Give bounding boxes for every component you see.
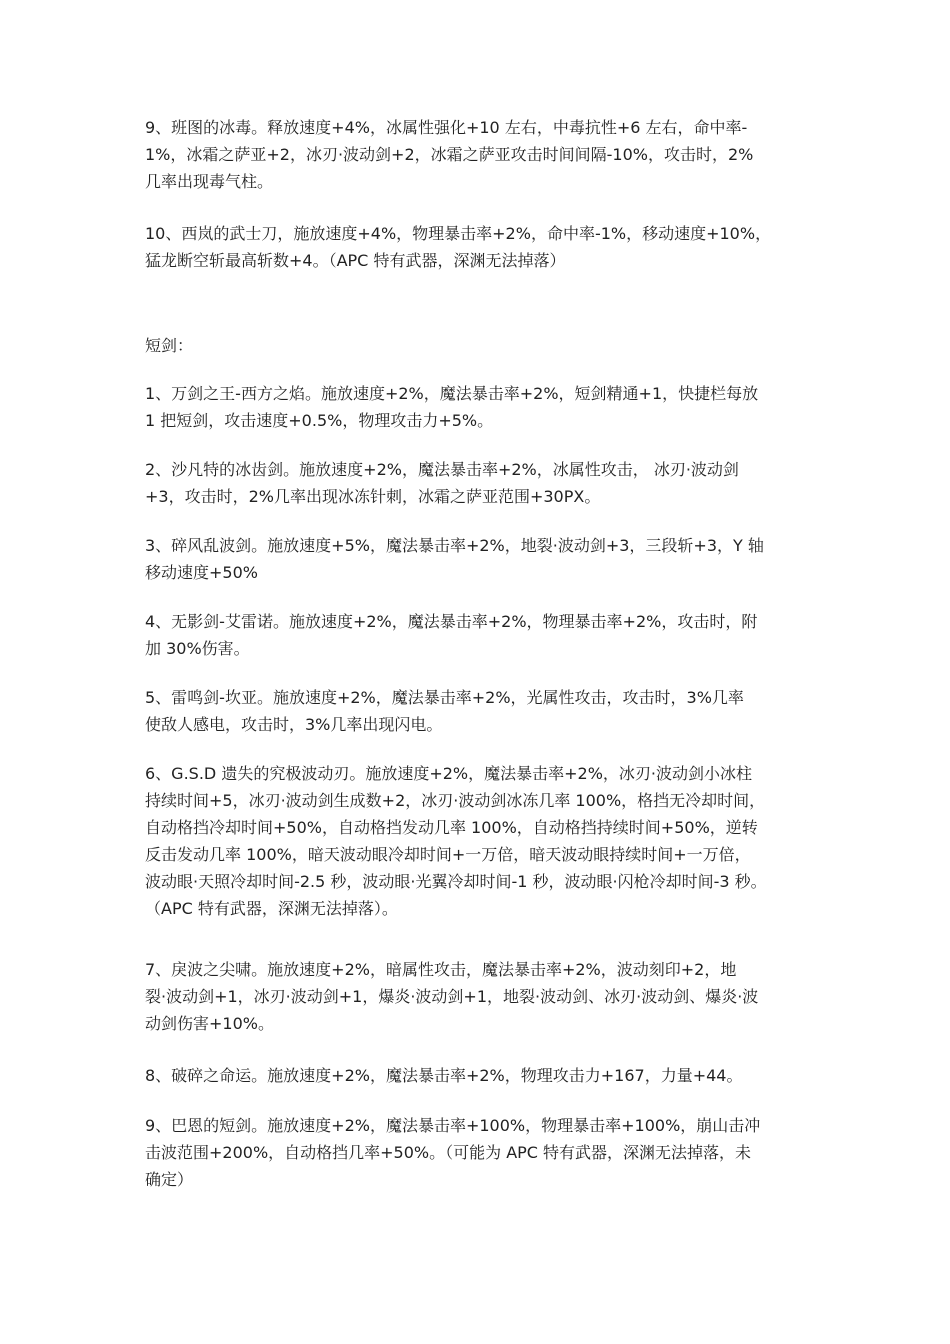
text-line: 1 把短剑，攻击速度+0.5%，物理攻击力+5%。 [145,411,494,430]
text-line: 波动眼·天照冷却时间-2.5 秒，波动眼·光翼冷却时间-1 秒，波动眼·闪枪冷却时间-3 秒。 [145,872,767,891]
text-line: 9、班图的冰毒。释放速度+4%，冰属性强化+10 左右，中毒抗性+6 左右，命中率- [145,118,748,137]
paragraph-xilan-katana [145,220,835,274]
paragraph-item-1 [145,380,835,434]
text-line: 1、万剑之王-西方之焰。施放速度+2%，魔法暴击率+2%，短剑精通+1，快捷栏每放 [145,384,759,403]
section-heading: 短剑： [145,336,194,355]
text-line: 5、雷鸣剑-坎亚。施放速度+2%，魔法暴击率+2%，光属性攻击，攻击时，3%几率 [145,688,744,707]
text-line: 几率出现毒气柱。 [145,172,274,191]
text-line: （APC 特有武器，深渊无法掉落）。 [145,899,398,918]
text-line: 确定） [145,1170,194,1189]
section-heading-short-sword [145,332,835,359]
paragraph-item-4 [145,608,835,662]
text-line: 加 30%伤害。 [145,639,250,658]
text-line: +3，攻击时，2%几率出现冰冻针刺，冰霜之萨亚范围+30PX。 [145,487,601,506]
text-line: 4、无影剑-艾雷诺。施放速度+2%，魔法暴击率+2%，物理暴击率+2%，攻击时，附 [145,612,758,631]
paragraph-item-9 [145,1112,835,1193]
text-line: 反击发动几率 100%，暗天波动眼冷却时间+一万倍，暗天波动眼持续时间+一万倍， [145,845,751,864]
paragraph-item-5 [145,684,835,738]
paragraph-item-7 [145,956,835,1037]
text-line: 持续时间+5，冰刃·波动剑生成数+2，冰刃·波动剑冰冻几率 100%，格挡无冷却时间， [145,791,766,810]
text-line: 1%，冰霜之萨亚+2，冰刃·波动剑+2，冰霜之萨亚攻击时间间隔-10%，攻击时，2% [145,145,754,164]
text-line: 自动格挡冷却时间+50%，自动格挡发动几率 100%，自动格挡持续时间+50%，逆转 [145,818,758,837]
paragraph-bantu-ice-poison [145,114,835,195]
text-line: 9、巴恩的短剑。施放速度+2%，魔法暴击率+100%，物理暴击率+100%，崩山击冲 [145,1116,761,1135]
text-line: 使敌人感电，攻击时，3%几率出现闪电。 [145,715,443,734]
paragraph-item-2 [145,456,835,510]
text-line: 2、沙凡特的冰齿剑。施放速度+2%，魔法暴击率+2%，冰属性攻击， 冰刃·波动剑 [145,460,739,479]
paragraph-item-8 [145,1062,835,1089]
text-line: 击波范围+200%，自动格挡几率+50%。（可能为 APC 特有武器，深渊无法掉落，未 [145,1143,752,1162]
text-line: 裂·波动剑+1，冰刃·波动剑+1，爆炎·波动剑+1，地裂·波动剑、冰刃·波动剑、爆炎·波 [145,987,759,1006]
paragraph-item-6 [145,760,835,922]
text-line: 10、西岚的武士刀，施放速度+4%，物理暴击率+2%，命中率-1%，移动速度+10%， [145,224,772,243]
text-line: 3、碎风乱波剑。施放速度+5%，魔法暴击率+2%，地裂·波动剑+3，三段斩+3，Y 轴 [145,536,764,555]
text-line: 8、破碎之命运。施放速度+2%，魔法暴击率+2%，物理攻击力+167，力量+44。 [145,1066,743,1085]
text-line: 移动速度+50% [145,563,258,582]
text-line: 猛龙断空斩最高斩数+4。（APC 特有武器，深渊无法掉落） [145,251,566,270]
text-line: 动剑伤害+10%。 [145,1014,274,1033]
text-line: 6、G.S.D 遗失的究极波动刃。施放速度+2%，魔法暴击率+2%，冰刃·波动剑小冰柱 [145,764,752,783]
paragraph-item-3 [145,532,835,586]
text-line: 7、戾波之尖啸。施放速度+2%，暗属性攻击，魔法暴击率+2%，波动刻印+2，地 [145,960,737,979]
